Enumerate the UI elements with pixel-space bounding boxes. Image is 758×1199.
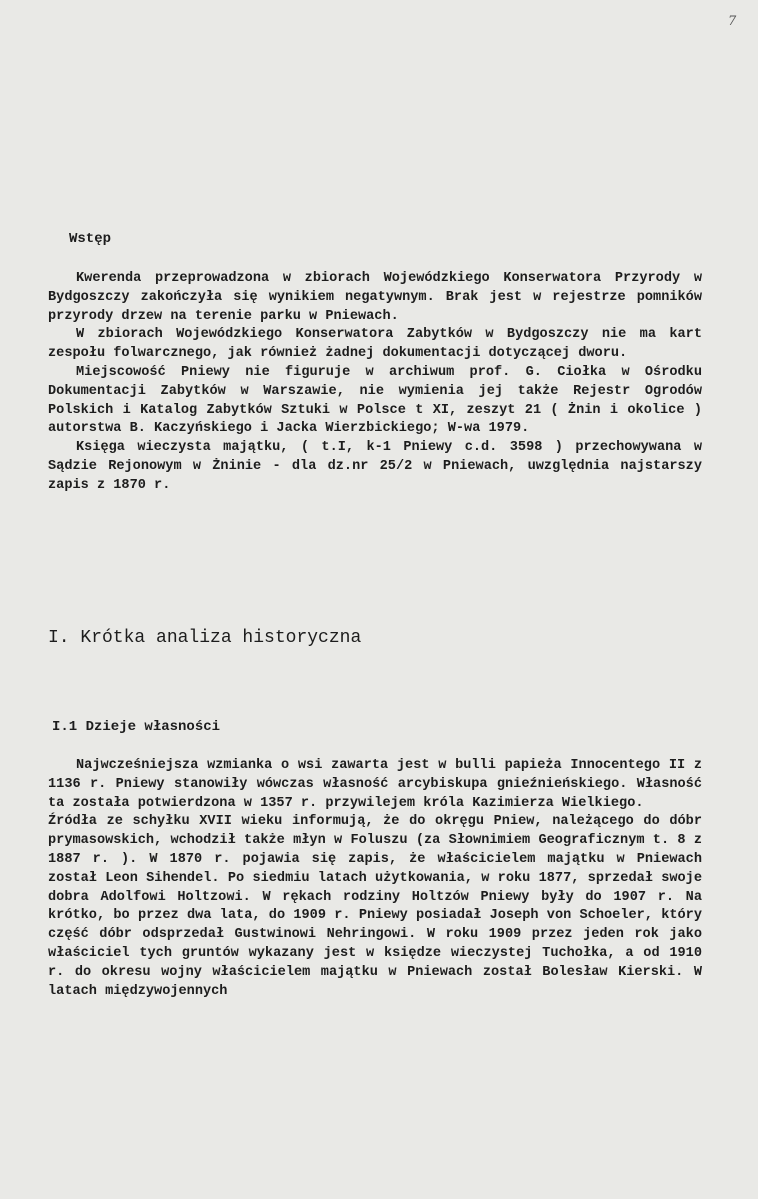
section-title: I. Krótka analiza historyczna — [48, 628, 362, 648]
intro-paragraph: Księga wieczysta majątku, ( t.I, k-1 Pniewy c.d. 3598 ) przechowywana w Sądzie Rejonowym w Żninie - dla dz.nr 25/2 w Pniewach, uwzględnia najstarszy zapis z 1870 r. — [48, 440, 702, 493]
history-paragraph: Źródła ze schyłku XVII wieku informują, że do okręgu Pniew, należącego do dóbr prymasowskich, wchodził także młyn w Foluszu (za Słownimiem Geograficznym t. 8 z 1887 r. ). W 1870 r. pojawia się zapis, że właścicielem majątku w Pniewach został Leon Sihendel. Po siedmiu latach użytkowania, w roku 1877, sprzedał swoje dobra Adolfowi Holtzowi. W rękach rodziny Holtzów Pniewy były do 1907 r. Na krótko, bo przez dwa lata, do 1909 r. Pniewy posiadał Joseph von Schoeler, który część dóbr odsprzedał Gustwinowi Nehringowi. W roku 1909 przez jeden rok jako właściciel tych gruntów wykazany jest w księdze wieczystej Tuchołka, a od 1910 r. do okresu wojny właścicielem majątku w Pniewach został Bolesław Kierski. W latach międzywojennych — [48, 814, 702, 999]
history-text — [48, 757, 702, 1001]
subsection-title: I.1 Dzieje własności — [52, 719, 221, 735]
intro-paragraph: W zbiorach Wojewódzkiego Konserwatora Zabytków w Bydgoszczy nie ma kart zespołu folwarcznego, jak również żadnej dokumentacji dotyczącej dworu. — [48, 327, 702, 362]
page-number: 7 — [728, 14, 737, 29]
intro-paragraph: Kwerenda przeprowadzona w zbiorach Wojewódzkiego Konserwatora Przyrody w Bydgoszczy zakończyła się wynikiem negatywnym. Brak jest w rejestrze pomników przyrody drzew na terenie parku w Pniewach. — [48, 271, 702, 324]
intro-heading: Wstęp — [69, 231, 112, 247]
intro-text — [48, 270, 702, 496]
history-paragraph: Najwcześniejsza wzmianka o wsi zawarta jest w bulli papieża Innocentego II z 1136 r. Pniewy stanowiły wówczas własność arcybiskupa gnieźnieńskiego. Własność ta została potwierdzona w 1357 r. przywilejem króla Kazimierza Wielkiego. — [48, 758, 702, 811]
intro-paragraph: Miejscowość Pniewy nie figuruje w archiwum prof. G. Ciołka w Ośrodku Dokumentacji Zabytków w Warszawie, nie wymienia jej także Rejestr Ogrodów Polskich i Katalog Zabytków Sztuki w Polsce t XI, zeszyt 21 ( Żnin i okolice ) autorstwa B. Kaczyńskiego i Jacka Wierzbickiego; W-wa 1979. — [48, 364, 702, 437]
